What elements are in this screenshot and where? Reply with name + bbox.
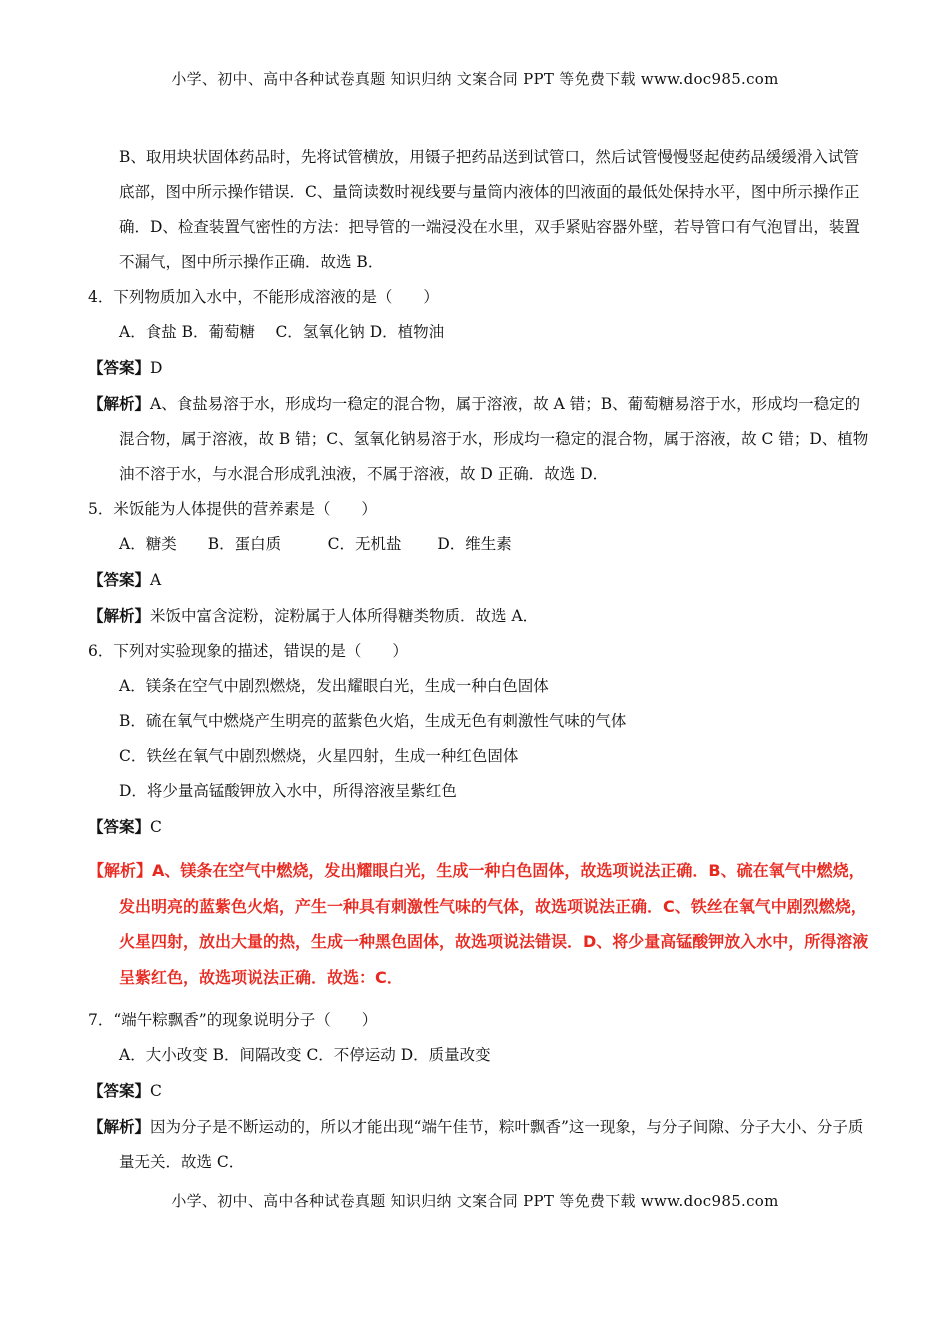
answer-value: C: [150, 1082, 162, 1100]
question-4: [88, 280, 870, 492]
answer-value: D: [150, 359, 163, 377]
answer-line: [88, 562, 870, 598]
answer-line: [88, 809, 870, 845]
answer-line: [88, 1073, 870, 1109]
header-banner: 小学、初中、高中各种试卷真题 知识归纳 文案合同 PPT 等免费下载 www.doc985.com: [171, 70, 779, 88]
option-a: A．镁条在空气中剧烈燃烧，发出耀眼白光，生成一种白色固体: [119, 677, 549, 695]
explanation: [88, 1109, 870, 1180]
explanation: [88, 386, 870, 492]
option-b: B．硫在氧气中燃烧产生明亮的蓝紫色火焰，生成无色有刺激性气味的气体: [119, 712, 627, 730]
question-7: [88, 1003, 870, 1180]
answer-tag: 【答案】: [88, 817, 151, 836]
answer-tag: 【答案】: [88, 570, 151, 589]
answer-tag: 【答案】: [88, 1081, 151, 1100]
explanation-tag: 【解析】: [88, 861, 153, 880]
explanation-text: 米饭中富含淀粉，淀粉属于人体所得糖类物质．故选 A．: [150, 607, 539, 625]
question-options: A．大小改变 B．间隔改变 C．不停运动 D．质量改变: [119, 1046, 491, 1064]
document-body: [88, 140, 870, 1180]
question-6: [88, 634, 870, 995]
explanation-text: A、食盐易溶于水，形成均一稳定的混合物，属于溶液，故 A 错；B、葡萄糖易溶于水，形成均一稳定的混合物，属于溶液，故 B 错；C、氢氧化钠易溶于水，形成均一稳定的混合物，属于溶液，故 C 错；D、植物油不溶于水，与水混合形成乳浊液，不属于溶液，故 D 正确．故选 D．: [119, 395, 869, 483]
answer-value: A: [150, 571, 162, 589]
answer-value: C: [150, 818, 162, 836]
question-stem: 7．“端午粽飘香”的现象说明分子（ ）: [88, 1011, 378, 1029]
explanation-text: 因为分子是不断运动的，所以才能出现“端午佳节，粽叶飘香”这一现象，与分子间隙、分子大小、分子质量无关．故选 C．: [119, 1118, 864, 1171]
explanation-tag: 【解析】: [88, 394, 151, 413]
question-stem: 6．下列对实验现象的描述，错误的是（ ）: [88, 642, 408, 660]
option-d: D．将少量高锰酸钾放入水中，所得溶液呈紫红色: [119, 782, 457, 800]
question-5: [88, 492, 870, 634]
question-stem: 4．下列物质加入水中，不能形成溶液的是（ ）: [88, 288, 439, 306]
explanation-tag: 【解析】: [88, 606, 151, 625]
explanation-text: A、镁条在空气中燃烧，发出耀眼白光，生成一种白色固体，故选项说法正确．B、硫在氧气中燃烧，发出明亮的蓝紫色火焰，产生一种具有刺激性气味的气体，故选项说法正确．C、铁丝在氧气中剧烈燃烧，火星四射，放出大量的热，生成一种黑色固体，故选项说法错误．D、将少量高锰酸钾放入水中，所得溶液呈紫红色，故选项说法正确．故选：C．: [119, 861, 869, 987]
footer-banner: 小学、初中、高中各种试卷真题 知识归纳 文案合同 PPT 等免费下载 www.doc985.com: [171, 1192, 779, 1210]
explanation-tag: 【解析】: [88, 1117, 151, 1136]
question-options: A．糖类 B．蛋白质 C．无机盐 D．维生素: [119, 535, 512, 553]
question-options: A．食盐 B．葡萄糖 C．氢氧化钠 D．植物油: [119, 323, 445, 341]
explanation: [88, 598, 870, 634]
answer-line: [88, 350, 870, 386]
q3-explanation-continuation: B、取用块状固体药品时，先将试管横放，用镊子把药品送到试管口，然后试管慢慢竖起使药品缓缓滑入试管底部，图中所示操作错误．C、量筒读数时视线要与量筒内液体的凹液面的最低处保持水平，图中所示操作正确．D、检查装置气密性的方法：把导管的一端浸没在水里，双手紧贴容器外壁，若导管口有气泡冒出，装置不漏气，图中所示操作正确．故选 B．: [119, 148, 860, 271]
option-c: C．铁丝在氧气中剧烈燃烧，火星四射，生成一种红色固体: [119, 747, 519, 765]
explanation-highlighted: [88, 853, 870, 995]
answer-tag: 【答案】: [88, 358, 151, 377]
question-stem: 5．米饭能为人体提供的营养素是（ ）: [88, 500, 377, 518]
